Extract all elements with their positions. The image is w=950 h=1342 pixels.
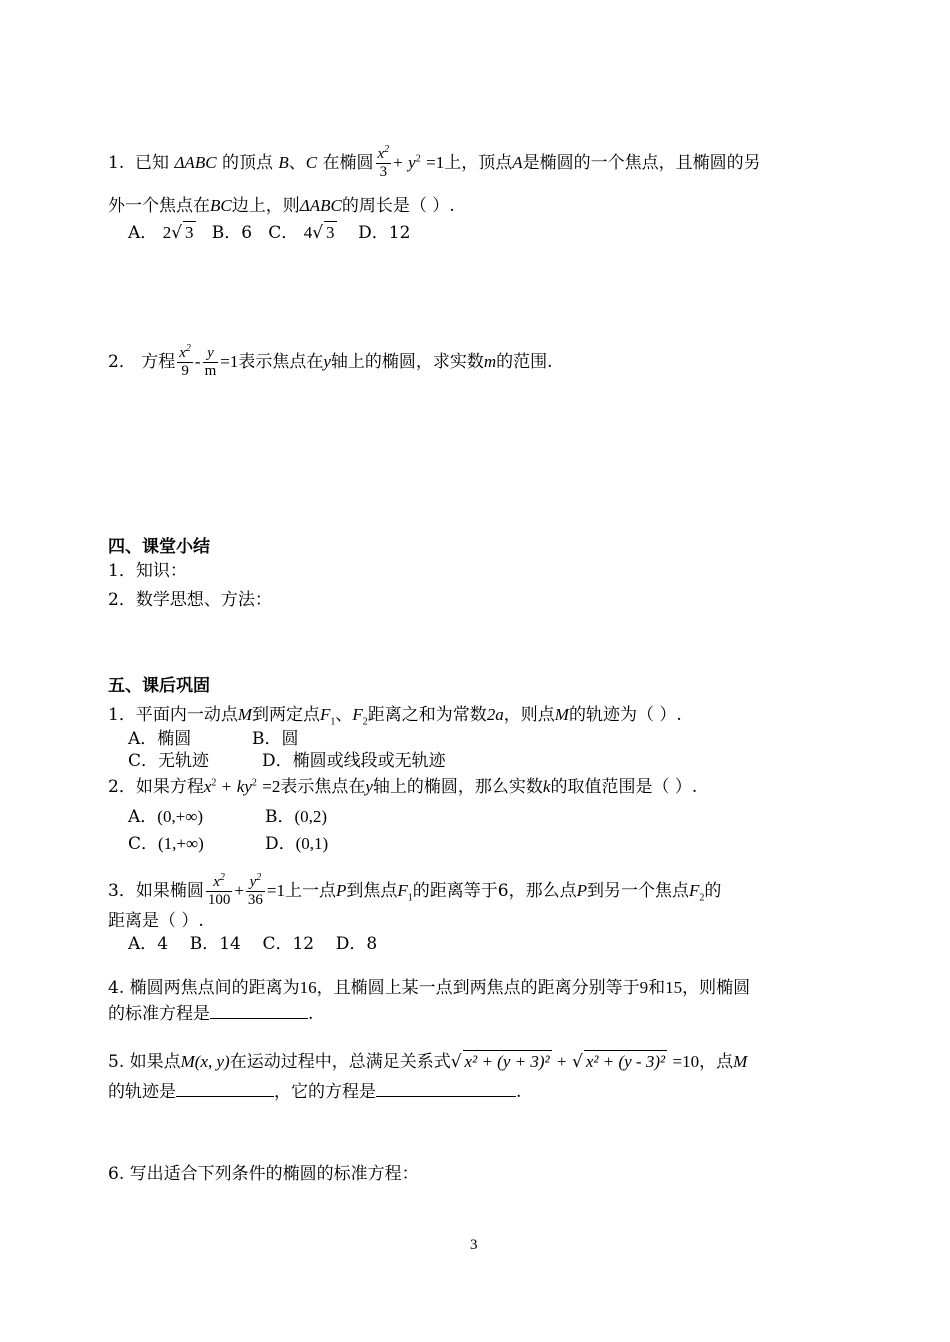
exercise-1: 1．平面内一动点M到两定点$F_1$、$F_2$距离之和为常数2a，则点M的轨迹为（ ）. [108,705,682,728]
fraction-x2-9: $\frac{x^2}{9}$ [179,343,191,379]
exercise-6: 6. 写出适合下列条件的椭圆的标准方程： [108,1164,419,1184]
ellipse-fraction: $\frac{x^2}{3}$ [377,144,390,180]
sqrt-sign: √ [450,1052,462,1072]
exercise-2: 2．如果方程$x^2 + ky^2 =2$表示焦点在y轴上的椭圆，那么实数k的取值范围是（ ）. [108,777,698,797]
fraction-y2-36: $\frac{y^2}{36}$ [247,872,263,908]
section-4-title: 四、课堂小结 [108,537,210,557]
section-4-item-1: 1．知识： [108,561,187,581]
exercise-3-line-1: 3．如果椭圆 $\frac{x^2}{100}$ + $\frac{y^2}{36}$ =1上一点P到焦点$F_1$的距离等于6，那么点P到另一个焦点$F_2$的 [108,872,722,908]
exercise-2-option-b: B．(0,2) [265,807,328,827]
page-number: 3 [470,1237,478,1253]
exercise-5-line-1: 5. 如果点M(x, y)在运动过程中，总满足关系式√ x² + (y + 3)² + √ x² + (y - 3)² =10，点M [108,1052,748,1072]
fraction-y-m: $\frac{y}{m}$ [204,345,217,379]
sqrt-sign: √ [171,223,183,243]
problem-1-options: A． 2√ 3 B．6 C． 4√ 3 D．12 [128,223,411,243]
exercise-4-line-1: 4. 椭圆两焦点间的距离为16，且椭圆上某一点到两焦点的距离分别等于9和15，则椭圆 [108,978,751,998]
exercise-1-option-b: B．圆 [252,729,299,749]
exercise-2-option-c: C．(1,+∞) [128,834,204,854]
exercise-4-line-2: 的标准方程是 . [108,1004,314,1024]
exercise-1-option-a: A．椭圆 [128,729,192,749]
problem-1-line-1: 1. 已知 ΔABC 的顶点 B、C 在椭圆 $\frac{x^2}{3}$ + $y^2 =1$上，顶点A是椭圆的一个焦点，且椭圆的另 [108,144,761,180]
exercise-3-line-2: 距离是（ ）. [108,911,204,931]
exercise-3-options: A．4 B．14 C．12 D．8 [128,934,378,954]
exercise-1-option-c: C．无轨迹 [128,751,210,771]
sqrt-sign: √ [312,223,324,243]
answer-blank[interactable] [210,1002,308,1019]
fraction-x2-100: $\frac{x^2}{100}$ [207,872,231,908]
answer-blank[interactable] [176,1080,274,1097]
sqrt-sign: √ [572,1052,583,1072]
problem-2: 2． 方程 $\frac{x^2}{9}$ - $\frac{y}{m}$ =1表示焦点在y轴上的椭圆，求实数m的范围. [108,343,553,379]
exercise-5-line-2: 的轨迹是 ，它的方程是 . [108,1082,522,1102]
exercise-2-option-d: D．(0,1) [265,834,329,854]
answer-blank[interactable] [376,1080,516,1097]
section-4-item-2: 2．数学思想、方法： [108,590,272,610]
problem-1-line-2: 外一个焦点在BC边上，则ΔABC的周长是（ ）. [108,196,455,216]
section-5-title: 五、课后巩固 [108,676,210,696]
exercise-2-option-a: A．(0,+∞) [128,807,204,827]
exercise-1-option-d: D．椭圆或线段或无轨迹 [262,751,446,771]
